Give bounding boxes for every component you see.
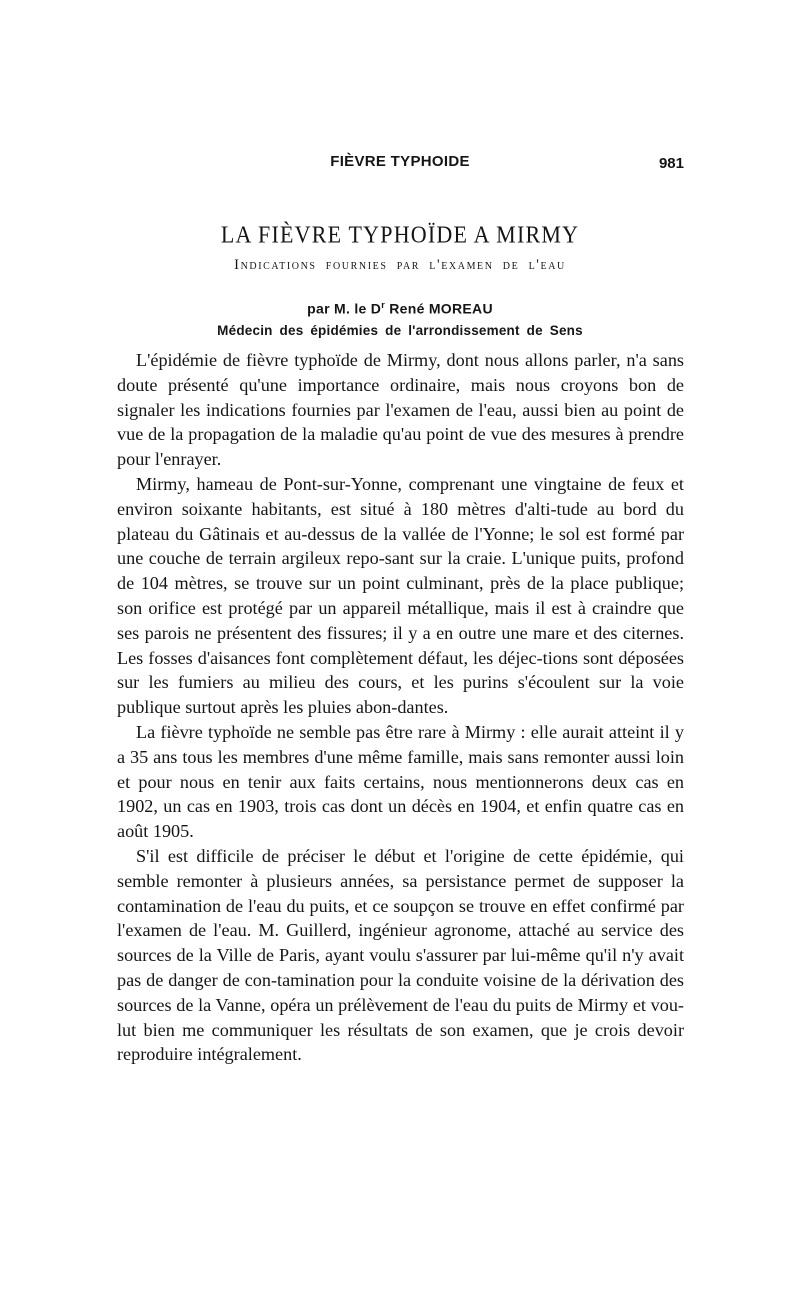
paragraph: La fièvre typhoïde ne semble pas être rare à Mirmy : elle aurait atteint il y a 35 ans tous les membres d'une même famille, mais sans remonter aussi loin et pour nous en tenir aux faits certains, nous mentionnerons deux cas en 1902, un cas en 1903, trois cas dont un décès en 1904, et enfin quatre cas en août 1905. <box>117 721 684 842</box>
running-head <box>0 153 800 177</box>
article-body <box>117 348 684 1067</box>
paragraph: S'il est difficile de préciser le début et l'origine de cette épidémie, qui semble remonter à plusieurs années, sa persistance permet de supposer la contamination de l'eau du puits, et ce soupçon se trouve en effet confirmé par l'examen de l'eau. M. Guillerd, ingénieur agronome, attaché au service des sources de la Ville de Paris, ayant voulu s'assurer par lui-même qu'il n'y avait pas de danger de con-tamination pour la conduite voisine de la dérivation des sources de la Vanne, opéra un prélèvement de l'eau du puits de Mirmy et vou-lut bien me communiquer les résultats de son examen, que je crois devoir reproduire intégralement. <box>117 845 684 1065</box>
page-number: 981 <box>658 155 684 172</box>
author-prefix: par M. le D <box>307 300 382 317</box>
author-line <box>0 300 800 317</box>
author-title-sup: r <box>381 300 386 310</box>
paragraph: Mirmy, hameau de Pont-sur-Yonne, comprenant une vingtaine de feux et environ soixante habitants, est situé à 180 mètres d'alti-tude au bord du plateau du Gâtinais et au-dessus de la vallée de l'Yonne; le sol est formé par une couche de terrain argileux repo-sant sur la craie. L'unique puits, profond de 104 mètres, se trouve sur un point culminant, près de la place publique; son orifice est protégé par un appareil métallique, mais il est à craindre que ses parois ne présentent des fissures; il y a en outre une mare et des citernes. Les fosses d'aisances font complètement défaut, les déjec-tions sont déposées sur les fumiers au milieu des cours, et les purins s'écoulent sur la voie publique surtout après les pluies abon-dantes. <box>117 473 684 718</box>
paragraph: L'épidémie de fièvre typhoïde de Mirmy, dont nous allons parler, n'a sans doute présenté qu'une importance ordinaire, mais nous croyons bon de signaler les indications fournies par l'examen de l'eau, aussi bien au point de vue de la propagation de la maladie qu'au point de vue des mesures à prendre pour l'enrayer. <box>117 350 684 470</box>
article-title: LA FIÈVRE TYPHOÏDE A MIRMY <box>220 220 580 249</box>
author-name: René MOREAU <box>385 300 493 317</box>
author-affiliation: Médecin des épidémies de l'arrondissement de Sens <box>217 323 583 338</box>
running-title: FIÈVRE TYPHOIDE <box>330 153 470 170</box>
article-subtitle: Indications fournies par l'examen de l'eau <box>234 257 566 273</box>
